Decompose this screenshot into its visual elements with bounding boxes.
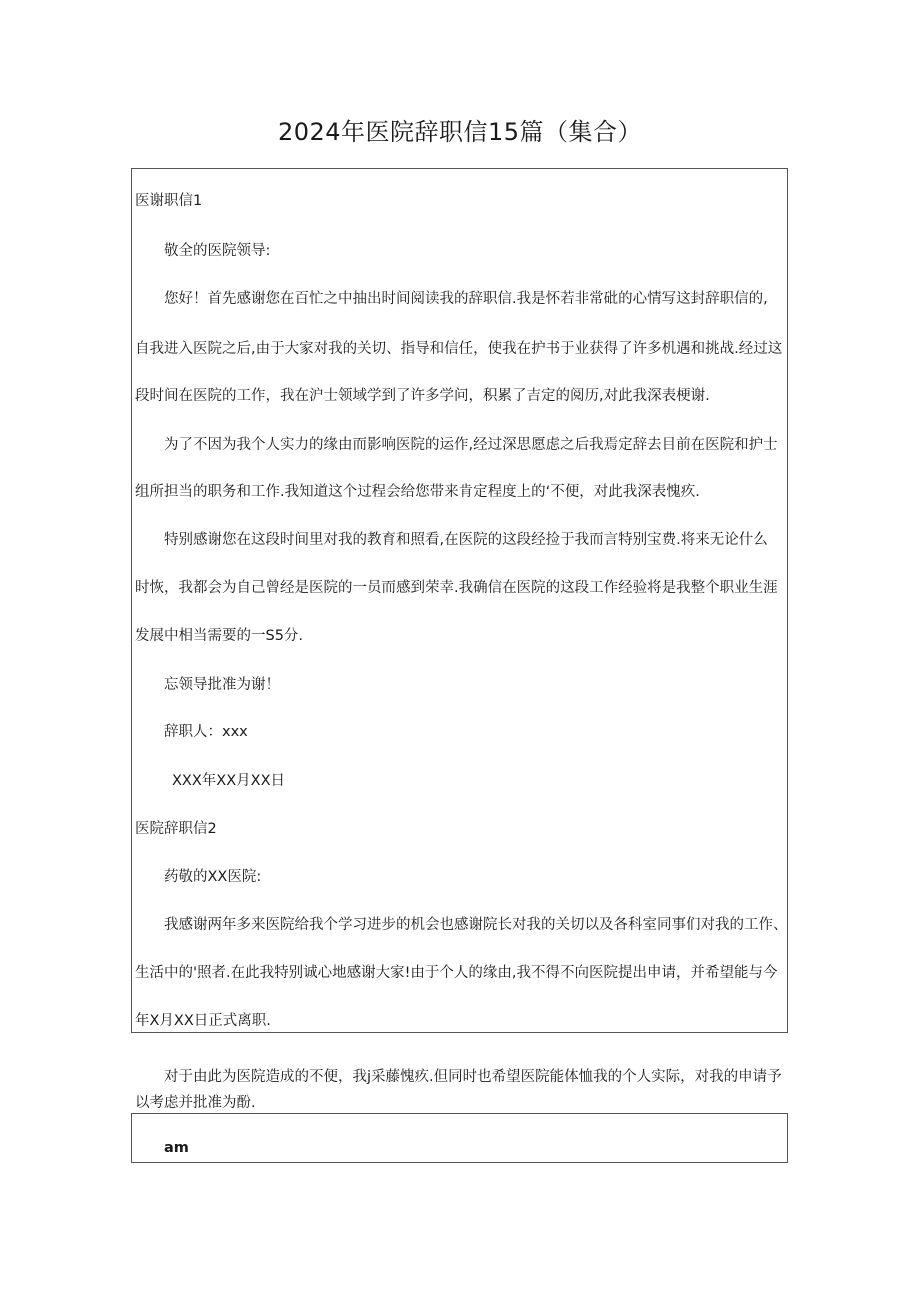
- letter1-date: XXX年XX月XX日: [172, 773, 286, 789]
- document-title: 2024年医院辞职信15篇（集合）: [277, 118, 643, 146]
- letter2-heading: 医院辞职信2: [135, 821, 217, 837]
- letter1-signer: 辞职人：xxx: [164, 724, 248, 740]
- bottom-box: [131, 1113, 788, 1163]
- letter1-closing: 忘领导批准为谢！: [164, 677, 280, 693]
- outside-line: 以考虑并批准为酚.: [135, 1095, 256, 1111]
- letter1-line: 特别感谢您在这段时间里对我的教育和照看,在医院的这段经捡于我而言特别宝费.将来无论什么: [164, 532, 768, 548]
- letter1-line: 组所担当的职务和工作.我知道这个过程会给您带来肯定程度上的‘不便，对此我深表愧疚.: [135, 484, 700, 500]
- letter1-line: 您好！首先感谢您在百忙之中抽出时间阅读我的辞职信.我是怀若非常砒的心情写这封辞职信的,: [164, 291, 768, 307]
- letter2-line: 我感谢两年多来医院给我个学习进步的机会也感谢院长对我的关切以及各科室同事们对我的工作、: [164, 917, 788, 933]
- letter1-line: 为了不因为我个人实力的缘由而影响医院的运作,经过深思愿虑之后我焉定辞去目前在医院和护士: [164, 437, 778, 453]
- letter2-salutation: 药敬的XX医院:: [164, 869, 262, 885]
- letter1-heading: 医谢职信1: [135, 193, 203, 209]
- letter1-line: 段时间在医院的工作，我在沪士领域学到了许多学问，积累了吉定的阅历,对此我深表梗谢.: [135, 388, 710, 404]
- letter1-line: 发展中相当需要的一S5分.: [135, 628, 304, 644]
- letter1-salutation: 敬全的医院领导:: [164, 243, 271, 259]
- letter1-line: 自我进入医院之后,由于大家对我的关切、指导和信任，使我在护书于业获得了许多机遇和挑战.经过这: [135, 341, 783, 357]
- bottom-box-text: am: [164, 1140, 189, 1156]
- letter2-line: 生活中的'照者.在此我特别诚心地感谢大家!由于个人的缘由,我不得不向医院提出申请，并希望能与今: [135, 965, 778, 981]
- letter2-line: 年X月XX日正式离职.: [135, 1013, 271, 1029]
- letter1-line: 时恢，我都会为自己曾经是医院的一员而感到荣幸.我确信在医院的这段工作经验将是我整个职业生涯: [135, 580, 778, 596]
- outside-line: 对于由此为医院造成的不便，我j采藤愧疚.但同时也希望医院能体恤我的个人实际，对我的申请予: [164, 1069, 782, 1085]
